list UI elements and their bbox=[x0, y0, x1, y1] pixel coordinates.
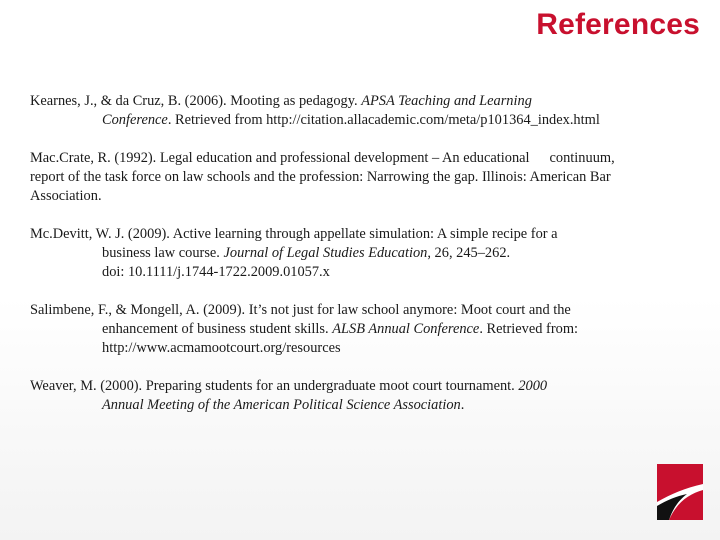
reference-list bbox=[30, 92, 690, 434]
reference-line: doi: 10.1111/j.1744-1722.2009.01057.x bbox=[102, 264, 330, 280]
reference-line: enhancement of business student skills. ALSB Annual Conference. Retrieved from: bbox=[102, 321, 579, 337]
reference-line: Salimbene, F., & Mongell, A. (2009). It’s not just for law school anymore: Moot court and the bbox=[30, 302, 571, 318]
reference-kearnes bbox=[30, 92, 690, 130]
reference-line: Conference. Retrieved from http://citation.allacademic.com/meta/p101364_index.html bbox=[102, 112, 600, 128]
reference-weaver bbox=[30, 377, 690, 415]
slide-title: References bbox=[536, 8, 700, 41]
reference-salimbene bbox=[30, 301, 690, 358]
reference-line: business law course. Journal of Legal Studies Education, 26, 245–262. bbox=[102, 245, 511, 261]
reference-line: report of the task force on law schools and the profession: Narrowing the gap. Illinois: American Bar bbox=[30, 169, 611, 185]
logo-icon bbox=[657, 464, 703, 520]
reference-line: Mac.Crate, R. (1992). Legal education and professional development – An educational continuum, bbox=[30, 150, 615, 166]
reference-maccrate bbox=[30, 149, 690, 206]
reference-mcdevitt bbox=[30, 225, 690, 282]
reference-line: Mc.Devitt, W. J. (2009). Active learning through appellate simulation: A simple recipe for a bbox=[30, 226, 558, 242]
reference-line: Annual Meeting of the American Political Science Association. bbox=[102, 397, 465, 413]
reference-line: Kearnes, J., & da Cruz, B. (2006). Mooting as pedagogy. APSA Teaching and Learning bbox=[30, 93, 532, 109]
reference-line: Weaver, M. (2000). Preparing students for an undergraduate moot court tournament. 2000 bbox=[30, 378, 548, 394]
reference-line: http://www.acmamootcourt.org/resources bbox=[102, 340, 341, 356]
reference-line: Association. bbox=[30, 188, 102, 204]
